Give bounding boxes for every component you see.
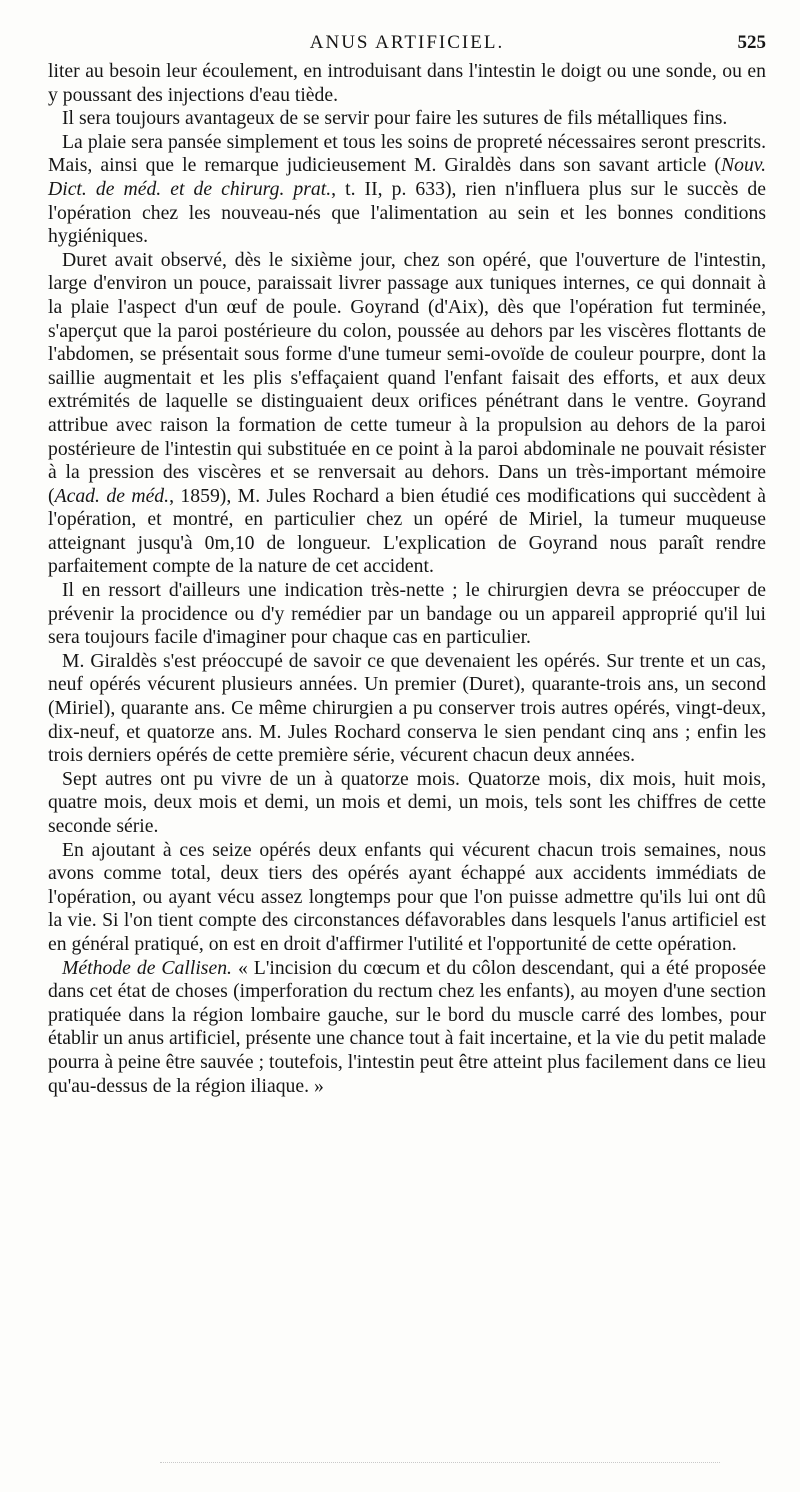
method-heading: Méthode de Callisen. (62, 956, 232, 979)
paragraph-4 (48, 249, 766, 579)
running-head (48, 30, 766, 56)
paragraph-5: Il en ressort d'ailleurs une indication très-nette ; le chirurgien devra se préoccuper de prévenir la procidence ou d'y remédier par un bandage ou un appareil approprié qu'il lui sera toujours facile d'imaginer pour chaque cas en particulier. (48, 579, 766, 649)
paragraph-3 (48, 131, 766, 249)
paragraph-1: liter au besoin leur écoulement, en introduisant dans l'intestin le doigt ou une sonde, ou en y poussant des injections d'eau tiède. (48, 60, 766, 106)
citation-acad-med: Acad. de méd. (54, 484, 170, 507)
paragraph-6: M. Giraldès s'est préoccupé de savoir ce que devenaient les opérés. Sur trente et un cas, neuf opérés vécurent plusieurs années. Un premier (Duret), quarante-trois ans, un second (Miriel), quarante ans. Ce même chirurgien a pu conserver trois autres opérés, vingt-deux, dix-neuf, et quatorze ans. M. Jules Rochard conserva le sien pendant cinq ans ; enfin les trois derniers opérés de cette première série, vécurent chacun deux années. (48, 649, 766, 767)
paragraph-4-text-b: , 1859), M. Jules Rochard a bien étudié ces modifications qui succèdent à l'opération, et montré, en particulier chez un opéré de Miriel, la tumeur muqueuse atteignant jusqu'à 0m,10 de longueur. L'explication de Goyrand nous paraît rendre parfaitement compte de la nature de cet accident. (48, 484, 766, 578)
paragraph-3-text-b: , t. II, p. 633), rien n'influera plus sur le succès de l'opération chez les nouveau-nés que l'alimentation au sein et les bonnes conditions hygiéniques. (48, 177, 767, 248)
paragraph-4-text-a: Duret avait observé, dès le sixième jour, chez son opéré, que l'ouverture de l'intestin, large d'environ un pouce, paraissait livrer passage aux tuniques internes, ce qui donnait à la plaie l'aspect d'un œuf de poule. Goyrand (d'Aix), dès que l'opération fut terminée, s'aperçut que la paroi postérieure du colon, poussée au dehors par les viscères flottants de l'abdomen, se présentait sous forme d'une tumeur semi-ovoïde de couleur pourpre, dont la saillie augmentait et les plis s'effaçaient quand l'enfant faisait des efforts, et aux deux extrémités de laquelle se distinguaient deux orifices pénétrant dans le ventre. Goyrand attribue avec raison la formation de cette tumeur à la propulsion au dehors de la paroi postérieure de l'intestin qui substituée en ce point à la paroi abdominale ne pouvait résister à la pression des viscères et se renversait au dehors. Dans un très-important mémoire ( (48, 248, 766, 507)
paragraph-3-text-a: La plaie sera pansée simplement et tous les soins de propreté nécessaires seront prescrits. Mais, ainsi que le remarque judicieusement M. Giraldès dans son savant article ( (48, 130, 766, 177)
citation-nouv-dict: Nouv. Dict. de méd. et de chirurg. prat. (48, 154, 766, 200)
paragraph-9-text: « L'incision du cœcum et du côlon descendant, qui a été proposée dans cet état de choses (imperforation du rectum chez les enfants), au moyen d'une section pratiquée dans la région lombaire gauche, sur le bord du muscle carré des lombes, pour établir un anus artificiel, présente une chance tout à fait incertaine, et la vie du petit malade pourra à peine être sauvée ; toutefois, l'intestin peut être atteint plus facilement dans ce lieu qu'au-dessus de la région iliaque. » (48, 956, 766, 1097)
paragraph-8: En ajoutant à ces seize opérés deux enfants qui vécurent chacun trois semaines, nous avons comme total, deux tiers des opérés ayant échappé aux accidents immédiats de l'opération, ou ayant vécu assez longtemps pour que l'on puisse admettre qu'ils lui ont dû la vie. Si l'on tient compte des circonstances défavorables dans lesquels l'anus artificiel est en général pratiqué, on est en droit d'affirmer l'utilité et l'opportunité de cette opération. (48, 838, 766, 955)
paragraph-2: Il sera toujours avantageux de se servir pour faire les sutures de fils métalliques fins. (62, 107, 728, 130)
paragraph-7: Sept autres ont pu vivre de un à quatorze mois. Quatorze mois, dix mois, huit mois, quatre mois, deux mois et demi, un mois et demi, un mois, tels sont les chiffres de cette seconde série. (48, 767, 766, 837)
body-text (48, 60, 766, 1098)
page-number: 525 (737, 32, 766, 53)
paragraph-9 (48, 957, 766, 1099)
footer-rule (160, 1462, 720, 1463)
running-title: ANUS ARTIFICIEL. (309, 32, 505, 53)
